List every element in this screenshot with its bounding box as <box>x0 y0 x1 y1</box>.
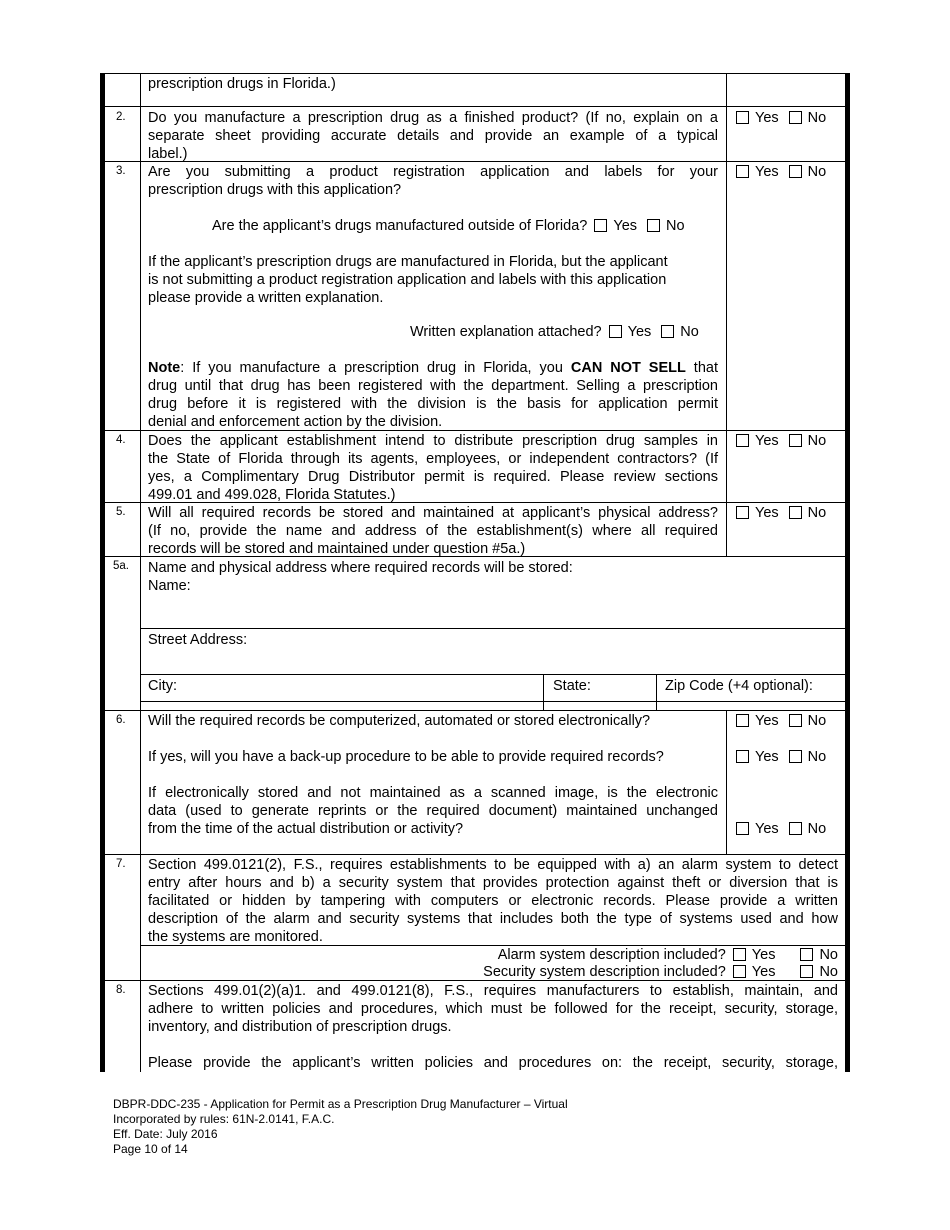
question-6b-yes-checkbox[interactable] <box>736 750 749 763</box>
note-label: Note <box>148 360 181 376</box>
question-7-line: entry after hours and b) a security system that provides protection against theft or diversion that is <box>148 875 838 891</box>
question-6-line: Will the required records be computerized, automated or stored electronically? <box>148 713 651 729</box>
question-3-yes-no <box>736 163 826 181</box>
question-3-written-explanation <box>410 323 699 341</box>
question-3-note: denial and enforcement action by the division. <box>148 414 443 430</box>
incorporated-rules: Incorporated by rules: 61N-2.0141, F.A.C. <box>113 1112 335 1126</box>
question-3-note: drug until that drug has been registered with the department. Selling a prescription <box>148 378 718 394</box>
question-3-line: prescription drugs with this application? <box>148 182 402 198</box>
outside-florida-no-checkbox[interactable] <box>647 219 660 232</box>
question-5a-number: 5a. <box>113 560 129 572</box>
no-label: No <box>807 505 827 521</box>
no-label: No <box>807 749 827 765</box>
question-5-no-checkbox[interactable] <box>789 506 802 519</box>
no-label: No <box>807 713 827 729</box>
security-yes-checkbox[interactable] <box>733 965 746 978</box>
security-no-checkbox[interactable] <box>800 965 813 978</box>
page-number: Page 10 of 14 <box>113 1142 188 1156</box>
question-3-yes-checkbox[interactable] <box>736 165 749 178</box>
yes-label: Yes <box>755 164 779 180</box>
question-4-no-checkbox[interactable] <box>789 434 802 447</box>
question-4-yes-checkbox[interactable] <box>736 434 749 447</box>
number-column-divider <box>140 73 141 1072</box>
table-right-border <box>845 73 850 1072</box>
question-2-line: label.) <box>148 146 188 162</box>
question-6-line: data (used to generate reprints or the required document) maintained unchanged <box>148 803 718 819</box>
question-5-line: records will be stored and maintained under question #5a.) <box>148 541 526 557</box>
yes-label: Yes <box>627 324 652 340</box>
yes-label: Yes <box>755 749 779 765</box>
note-text: that <box>685 360 718 376</box>
question-3-paragraph: If the applicant’s prescription drugs are manufactured in Florida, but the applicant <box>148 254 668 270</box>
question-7-line: Section 499.0121(2), F.S., requires establishments to be equipped with a) an alarm system to detect <box>148 857 838 873</box>
street-address-field-label[interactable]: Street Address: <box>148 632 248 648</box>
security-system-question: Security system description included? <box>483 964 726 980</box>
yes-label: Yes <box>755 821 779 837</box>
question-6c-yes-checkbox[interactable] <box>736 822 749 835</box>
question-4-yes-no <box>736 432 826 450</box>
row-divider <box>105 161 845 162</box>
form-identifier: DBPR-DDC-235 - Application for Permit as a Prescription Drug Manufacturer – Virtual <box>113 1097 568 1111</box>
state-field-label[interactable]: State: <box>553 678 591 694</box>
yes-label: Yes <box>751 964 776 980</box>
question-4-line: 499.01 and 499.028, Florida Statutes.) <box>148 487 396 503</box>
yes-label: Yes <box>751 947 776 963</box>
question-8-line: adhere to written policies and procedures, which must be followed for the receipt, security, storage, <box>148 1001 838 1017</box>
question-6-line: If yes, will you have a back-up procedure to be able to provide required records? <box>148 749 664 765</box>
question-5-number: 5. <box>116 506 126 518</box>
yes-label: Yes <box>613 218 638 234</box>
explanation-yes-checkbox[interactable] <box>609 325 622 338</box>
no-label: No <box>807 110 827 126</box>
yes-label: Yes <box>755 110 779 126</box>
question-2-yes-no <box>736 109 826 127</box>
question-3-line: Are you submitting a product registration application and labels for your <box>148 164 718 180</box>
question-2-number: 2. <box>116 111 126 123</box>
question-3-paragraph: please provide a written explanation. <box>148 290 384 306</box>
effective-date: Eff. Date: July 2016 <box>113 1127 218 1141</box>
field-divider <box>140 674 845 675</box>
no-label: No <box>807 433 827 449</box>
row-divider <box>105 710 845 711</box>
question-5-yes-checkbox[interactable] <box>736 506 749 519</box>
name-field-label[interactable]: Name: <box>148 578 191 594</box>
no-label: No <box>819 964 838 980</box>
question-5-line: (If no, provide the name and address of the establishment(s) where all required <box>148 523 718 539</box>
question-3-paragraph: is not submitting a product registration application and labels with this application <box>148 272 667 288</box>
question-4-line: Does the applicant establishment intend to distribute prescription drug samples in <box>148 433 718 449</box>
alarm-system-yes-no <box>498 946 838 964</box>
question-6a-yes-checkbox[interactable] <box>736 714 749 727</box>
question-6a-yes-no <box>736 712 826 730</box>
question-7-line: facilitated or hidden by tampering with computers or electronic records. Please provide a written <box>148 893 838 909</box>
question-8-line: Sections 499.01(2)(a)1. and 499.0121(8), F.S., requires manufacturers to establish, maintain, and <box>148 983 838 999</box>
question-4-line: the State of Florida through its agents, employees, or independent contractors? (If <box>148 451 718 467</box>
question-6c-no-checkbox[interactable] <box>789 822 802 835</box>
table-left-border <box>100 73 105 1072</box>
note-text: : If you manufacture a prescription drug in Florida, you <box>180 360 571 376</box>
state-zip-divider <box>656 674 657 710</box>
question-4-number: 4. <box>116 434 126 446</box>
question-7-line: the systems are monitored. <box>148 929 323 945</box>
page-footer <box>113 1097 568 1157</box>
city-field-label[interactable]: City: <box>148 678 177 694</box>
question-4-line: yes, a Complimentary Drug Distributor permit is required. Please review sections <box>148 469 718 485</box>
question-6a-no-checkbox[interactable] <box>789 714 802 727</box>
answer-column-divider <box>726 73 727 556</box>
yes-label: Yes <box>755 433 779 449</box>
question-6b-no-checkbox[interactable] <box>789 750 802 763</box>
row-divider <box>105 73 845 74</box>
question-5-line: Will all required records be stored and maintained at applicant’s physical address? <box>148 505 718 521</box>
question-2-line: separate sheet providing accurate details and provide an example of a typical <box>148 128 718 144</box>
alarm-yes-checkbox[interactable] <box>733 948 746 961</box>
question-3-number: 3. <box>116 165 126 177</box>
field-divider <box>140 701 845 702</box>
question-1-continuation: prescription drugs in Florida.) <box>148 76 336 92</box>
answer-column-divider <box>726 710 727 854</box>
yes-label: Yes <box>755 713 779 729</box>
field-divider <box>140 628 845 629</box>
yes-label: Yes <box>755 505 779 521</box>
question-6b-yes-no <box>736 748 826 766</box>
question-2-no-checkbox[interactable] <box>789 111 802 124</box>
security-system-yes-no <box>483 963 838 981</box>
question-8-number: 8. <box>116 984 126 996</box>
zip-code-field-label[interactable]: Zip Code (+4 optional): <box>665 678 813 694</box>
no-label: No <box>680 324 699 340</box>
alarm-system-question: Alarm system description included? <box>497 947 726 963</box>
question-6-number: 6. <box>116 714 126 726</box>
question-7-number: 7. <box>116 858 126 870</box>
alarm-no-checkbox[interactable] <box>800 948 813 961</box>
question-8-line: Please provide the applicant’s written policies and procedures on: the receipt, security, storage, <box>148 1055 838 1071</box>
outside-florida-question: Are the applicant’s drugs manufactured outside of Florida? <box>212 218 588 234</box>
no-label: No <box>807 164 827 180</box>
row-divider <box>105 854 845 855</box>
question-5-yes-no <box>736 504 826 522</box>
question-2-yes-checkbox[interactable] <box>736 111 749 124</box>
no-label: No <box>819 947 838 963</box>
explanation-attached-question: Written explanation attached? <box>410 324 602 340</box>
question-3-note <box>148 359 718 377</box>
no-label: No <box>807 821 827 837</box>
row-divider <box>105 106 845 107</box>
question-3-note: drug before it is registered with the division is the basis for application permit <box>148 396 718 412</box>
no-label: No <box>666 218 685 234</box>
question-5a-line: Name and physical address where required records will be stored: <box>148 560 573 576</box>
explanation-no-checkbox[interactable] <box>661 325 674 338</box>
question-2-line: Do you manufacture a prescription drug as a finished product? (If no, explain on a <box>148 110 718 126</box>
question-8-line: inventory, and distribution of prescription drugs. <box>148 1019 452 1035</box>
city-state-divider <box>543 674 544 710</box>
question-6c-yes-no <box>736 820 826 838</box>
question-6-line: from the time of the actual distribution or activity? <box>148 821 464 837</box>
question-3-outside-florida <box>212 217 685 235</box>
question-6-line: If electronically stored and not maintained as a scanned image, is the electronic <box>148 785 718 801</box>
note-bold: CAN NOT SELL <box>570 360 686 376</box>
question-3-no-checkbox[interactable] <box>789 165 802 178</box>
outside-florida-yes-checkbox[interactable] <box>594 219 607 232</box>
question-7-line: description of the alarm and security systems that includes both the type of systems used and how <box>148 911 838 927</box>
